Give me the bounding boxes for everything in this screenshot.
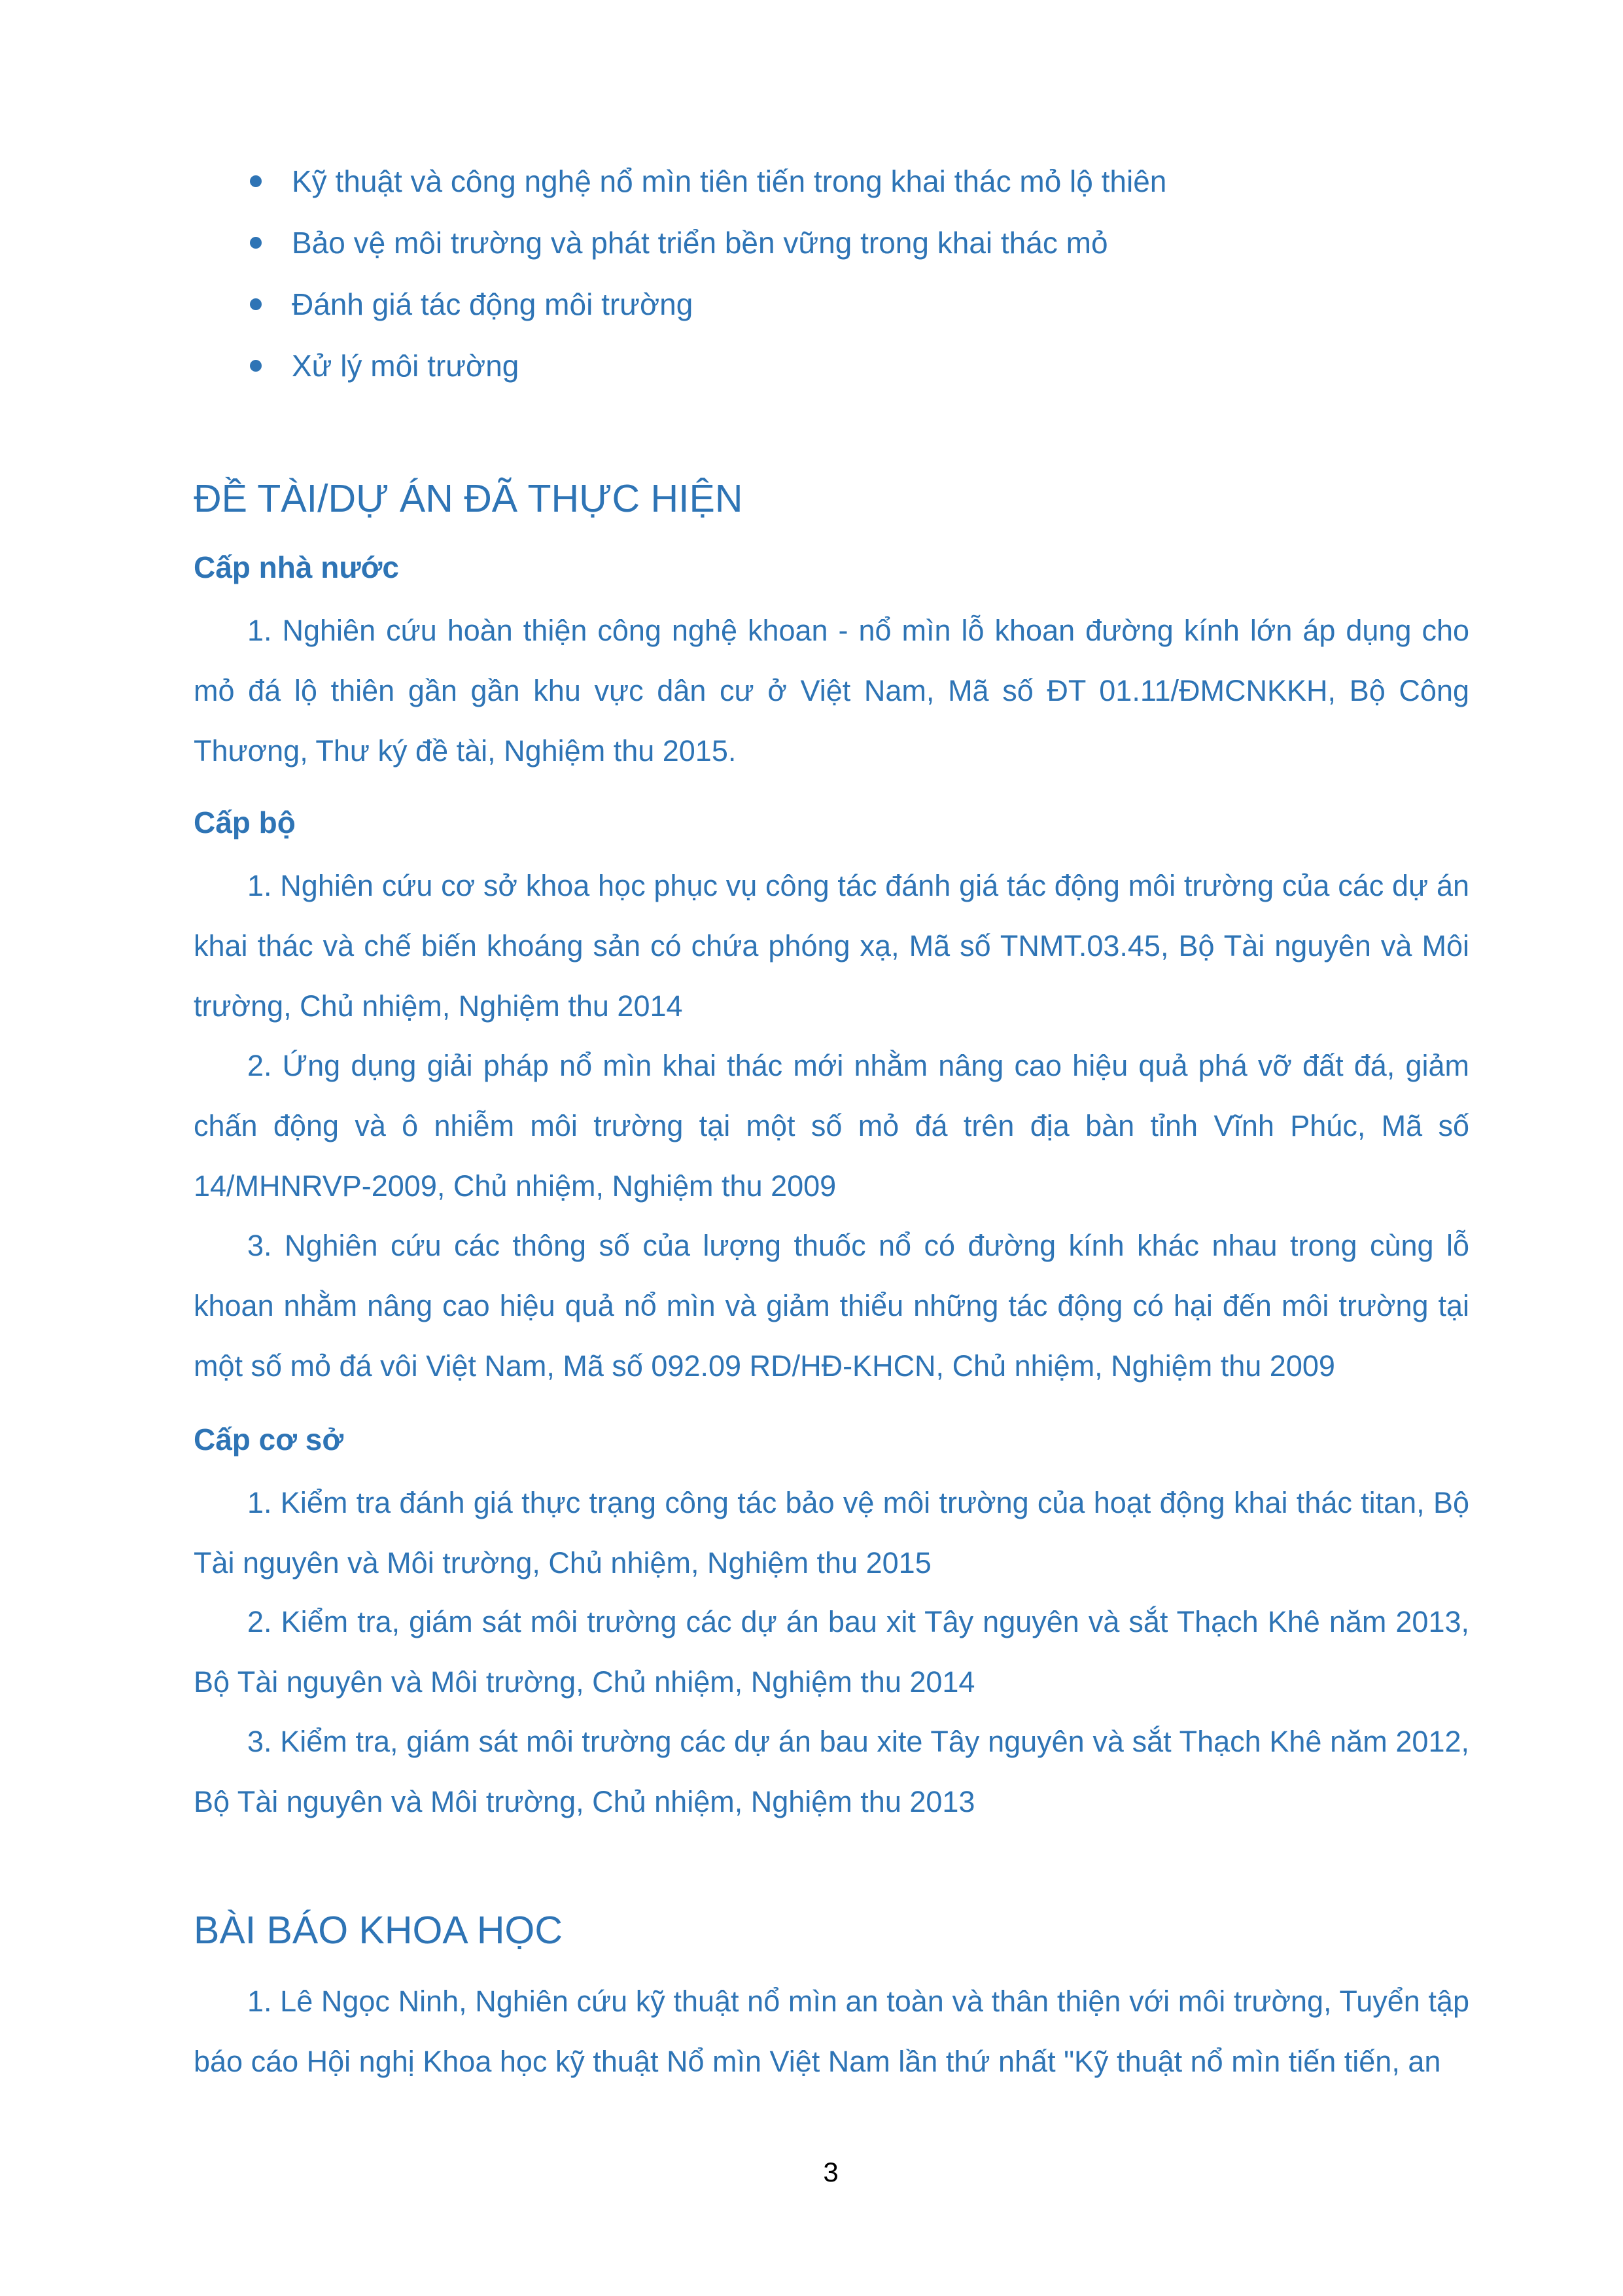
document-page xyxy=(194,0,1469,2296)
projects-heading: ĐỀ TÀI/DỰ ÁN ĐÃ THỰC HIỆN xyxy=(194,477,743,520)
bullet-icon xyxy=(250,237,262,249)
paper-entry: 1. Lê Ngọc Ninh, Nghiên cứu kỹ thuật nổ mìn an toàn và thân thiện với môi trường, Tuyển tập báo cáo Hội nghị Khoa học kỹ thuật Nổ mìn Việt Nam lần thứ nhất "Kỹ thuật nổ mìn tiến tiến, an xyxy=(194,1985,1469,2078)
institution-level-project: 3. Kiểm tra, giám sát môi trường các dự án bau xite Tây nguyên và sắt Thạch Khê năm 2012, Bộ Tài nguyên và Môi trường, Chủ nhiệm, Nghiệm thu 2013 xyxy=(194,1725,1469,1818)
state-level-project: 1. Nghiên cứu hoàn thiện công nghệ khoan - nổ mìn lỗ khoan đường kính lớn áp dụng cho mỏ đá lộ thiên gần gần khu vực dân cư ở Việt Nam, Mã số ĐT 01.11/ĐMCNKKH, Bộ Công Thương, Thư ký đề tài, Nghiệm thu 2015. xyxy=(194,614,1469,768)
research-interests-list xyxy=(194,150,1469,397)
ministry-level-project: 3. Nghiên cứu các thông số của lượng thuốc nổ có đường kính khác nhau trong cùng lỗ khoan nhằm nâng cao hiệu quả nổ mìn và giảm thiểu những tác động có hại đến môi trường tại một số mỏ đá vôi Việt Nam, Mã số 092.09 RD/HĐ-KHCN, Chủ nhiệm, Nghiệm thu 2009 xyxy=(194,1229,1469,1383)
papers-heading: BÀI BÁO KHOA HỌC xyxy=(194,1909,563,1952)
ministry-level-title: Cấp bộ xyxy=(194,805,296,839)
ministry-level-project: 2. Ứng dụng giải pháp nổ mìn khai thác mới nhằm nâng cao hiệu quả phá vỡ đất đá, giảm chấn động và ô nhiễm môi trường tại một số mỏ đá trên địa bàn tỉnh Vĩnh Phúc, Mã số 14/MHNRVP-2009, Chủ nhiệm, Nghiệm thu 2009 xyxy=(194,1049,1469,1203)
state-level-title: Cấp nhà nước xyxy=(194,550,399,584)
list-item-text: Đánh giá tác động môi trường xyxy=(292,287,693,321)
list-item-text: Bảo vệ môi trường và phát triển bền vững trong khai thác mỏ xyxy=(292,226,1108,260)
list-item-text: Kỹ thuật và công nghệ nổ mìn tiên tiến trong khai thác mỏ lộ thiên xyxy=(292,164,1167,198)
institution-level-title: Cấp cơ sở xyxy=(194,1422,344,1457)
bullet-icon xyxy=(250,298,262,310)
list-item xyxy=(194,150,1469,212)
bullet-icon xyxy=(250,175,262,187)
ministry-level-project: 1. Nghiên cứu cơ sở khoa học phục vụ công tác đánh giá tác động môi trường của các dự án khai thác và chế biến khoáng sản có chứa phóng xạ, Mã số TNMT.03.45, Bộ Tài nguyên và Môi trường, Chủ nhiệm, Nghiệm thu 2014 xyxy=(194,869,1469,1023)
list-item xyxy=(194,274,1469,335)
page-number: 3 xyxy=(823,2157,839,2187)
list-item xyxy=(194,212,1469,274)
institution-level-project: 2. Kiểm tra, giám sát môi trường các dự án bau xit Tây nguyên và sắt Thạch Khê năm 2013, Bộ Tài nguyên và Môi trường, Chủ nhiệm, Nghiệm thu 2014 xyxy=(194,1605,1469,1699)
list-item xyxy=(194,335,1469,397)
list-item-text: Xử lý môi trường xyxy=(292,349,519,383)
institution-level-project: 1. Kiểm tra đánh giá thực trạng công tác bảo vệ môi trường của hoạt động khai thác titan, Bộ Tài nguyên và Môi trường, Chủ nhiệm, Nghiệm thu 2015 xyxy=(194,1486,1469,1580)
bullet-icon xyxy=(250,360,262,372)
